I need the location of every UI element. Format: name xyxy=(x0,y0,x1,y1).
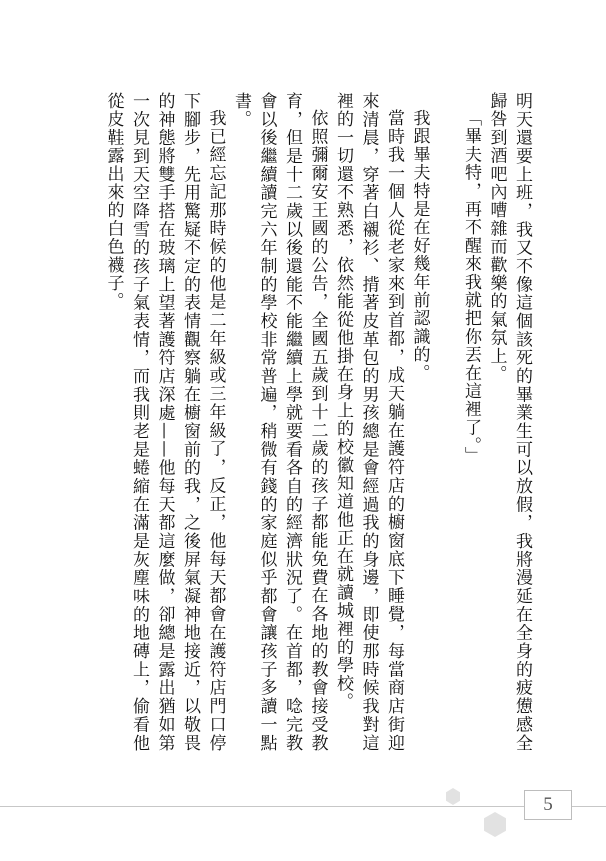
page-number: 5 xyxy=(543,794,553,815)
paragraph-5: 依照彌爾安王國的公告，全國五歲到十二歲的孩子都能免費在各地的教會接受教育，但是十二歲以後還能不能繼續上學就要看各自的經濟狀況了。在首都，唸完教會以後繼續讀完六年制的學校非常普遍，稍微有錢的家庭似乎都會讓孩子多讀一點書。 xyxy=(231,92,328,752)
hexagon-decoration-icon xyxy=(446,788,460,805)
paragraph-2-dialogue: 「畢夫特，再不醒來我就把你丟在這裡了。」 xyxy=(461,109,481,465)
paragraph-1: 明天還要上班，我又不像這個該死的畢業生可以放假，我將漫延在全身的疲憊感全歸咎到酒吧內嘈雜而歡樂的氣氛上。 xyxy=(486,92,532,752)
paragraph-6: 我已經忘記那時候的他是二年級或三年級了，反正，他每天都會在護符店門口停下腳步，先用驚疑不定的表情觀察躺在櫥窗前的我，之後屏氣凝神地接近，以敬畏的神態將雙手搭在玻璃上望著護符店深處——他每天都這麼做，卻總是露出猶如第一次見到天空降雪的孩子氣表情，而我則老是蜷縮在滿是灰塵味的地磚上，偷看他從皮鞋露出來的白色襪子。 xyxy=(103,92,226,752)
paragraph-4: 當時我一個人從老家來到首都，成天躺在護符店的櫥窗底下睡覺，每當商店街迎來清晨，穿著白襯衫、揹著皮革包的男孩總是會經過我的身邊，即使那時候我對這裡的一切還不熟悉，依然能從他掛在身上的校徽知道他正在就讀城裡的學校。 xyxy=(333,92,404,752)
vertical-text-body xyxy=(100,92,534,752)
page-number-box xyxy=(524,790,572,820)
footer-rule xyxy=(0,806,606,807)
hexagon-decoration-icon xyxy=(484,812,506,837)
paragraph-3: 我跟畢夫特是在好幾年前認識的。 xyxy=(409,109,430,382)
